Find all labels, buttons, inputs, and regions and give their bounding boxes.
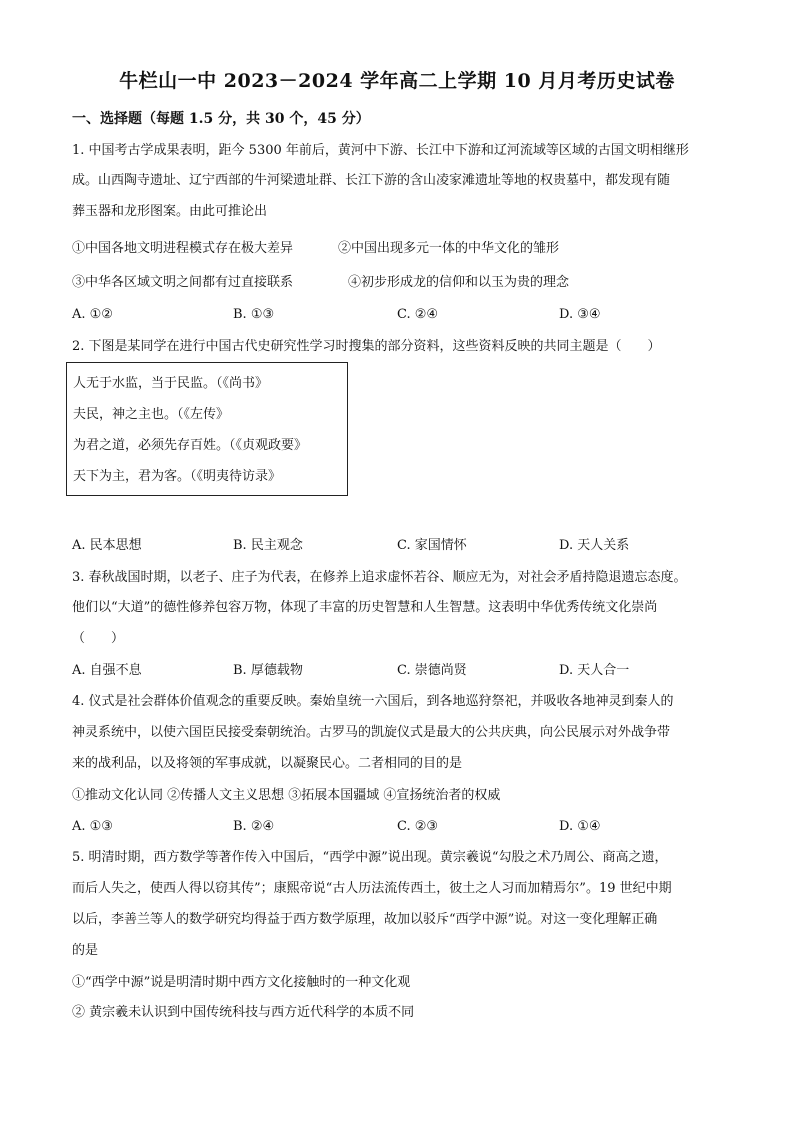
quote-line: 夫民，神之主也。（《左传》 [73, 407, 230, 422]
question-3-option-a[interactable]: A. 自强不息 [72, 663, 142, 678]
quote-box [66, 362, 348, 496]
question-4-option-b[interactable]: B. ②④ [233, 819, 275, 834]
question-4-line: 神灵系统中，以使六国臣民接受秦朝统治。古罗马的凯旋仪式是最大的公共庆典，向公民展示对外战争带 [72, 725, 671, 740]
question-1-item: ②中国出现多元一体的中华文化的雏形 [338, 241, 560, 256]
section-heading: 一、选择题（每题 1.5 分，共 30 个，45 分） [72, 111, 370, 127]
question-5-item: ①“西学中源”说是明清时期中西方文化接触时的一种文化观 [72, 975, 411, 990]
question-5-line: 以后，李善兰等人的数学研究均得益于西方数学原理，故加以驳斥“西学中源”说。对这一变化理解正确 [72, 912, 658, 927]
question-1-option-d[interactable]: D. ③④ [559, 307, 601, 322]
question-3-option-b[interactable]: B. 厚德载物 [233, 663, 303, 678]
question-3-line: 他们以“大道”的德性修养包容万物，体现了丰富的历史智慧和人生智慧。这表明中华优秀传统文化崇尚 [72, 600, 658, 615]
question-1-line: 1. 中国考古学成果表明，距今 5300 年前后，黄河中下游、长江中下游和辽河流域等区域的古国文明相继形 [72, 143, 689, 158]
question-5-line: 而后人失之，使西人得以窃其传”；康熙帝说“古人历法流传西土，彼土之人习而加精焉尔”。19 世纪中期 [72, 881, 672, 896]
question-1-option-a[interactable]: A. ①② [72, 307, 113, 322]
question-2-option-d[interactable]: D. 天人关系 [559, 538, 630, 553]
question-2-stem: 2. 下图是某同学在进行中国古代史研究性学习时搜集的部分资料，这些资料反映的共同主题是（ ） [72, 339, 661, 354]
question-4-option-c[interactable]: C. ②③ [397, 819, 439, 834]
question-4-line: 来的战利品，以及将领的军事成就，以凝聚民心。二者相同的目的是 [72, 756, 463, 771]
question-1-option-b[interactable]: B. ①③ [233, 307, 275, 322]
question-5-line: 的是 [72, 943, 99, 958]
quote-line: 为君之道，必须先存百姓。（《贞观政要》 [73, 438, 308, 453]
question-1-item: ①中国各地文明进程模式存在极大差异 [72, 241, 294, 256]
question-1-item: ③中华各区域文明之间都有过直接联系 [72, 275, 294, 290]
question-2-option-c[interactable]: C. 家国情怀 [397, 538, 467, 553]
question-1-line: 成。山西陶寺遗址、辽宁西部的牛河梁遗址群、长江下游的含山凌家滩遗址等地的权贵墓中，都发现有随 [72, 173, 671, 188]
question-4-option-d[interactable]: D. ①④ [559, 819, 601, 834]
question-1-option-c[interactable]: C. ②④ [397, 307, 439, 322]
question-4-items: ①推动文化认同 ②传播人文主义思想 ③拓展本国疆域 ④宣扬统治者的权威 [72, 788, 501, 803]
question-5-line: 5. 明清时期，西方数学等著作传入中国后，“西学中源”说出现。黄宗羲说“勾股之术乃周公、商高之遗， [72, 850, 668, 865]
question-3-option-c[interactable]: C. 崇德尚贤 [397, 663, 467, 678]
question-4-line: 4. 仪式是社会群体价值观念的重要反映。秦始皇统一六国后，到各地巡狩祭祀，并吸收各地神灵到秦人的 [72, 694, 674, 709]
page-title: 牛栏山一中 2023－2024 学年高二上学期 10 月月考历史试卷 [119, 70, 675, 92]
quote-line: 人无于水监，当于民监。（《尚书》 [73, 376, 269, 391]
question-4-option-a[interactable]: A. ①③ [72, 819, 113, 834]
question-3-line: 3. 春秋战国时期，以老子、庄子为代表，在修养上追求虚怀若谷、顺应无为，对社会矛盾持隐退遗忘态度。 [72, 570, 687, 585]
question-3-line: （ ） [72, 631, 125, 646]
question-5-item: ② 黄宗羲未认识到中国传统科技与西方近代科学的本质不同 [72, 1005, 415, 1020]
quote-line: 天下为主，君为客。（《明夷待访录》 [73, 469, 282, 484]
question-2-option-b[interactable]: B. 民主观念 [233, 538, 303, 553]
question-1-line: 葬玉器和龙形图案。由此可推论出 [72, 204, 268, 219]
question-2-option-a[interactable]: A. 民本思想 [72, 538, 142, 553]
question-1-item: ④初步形成龙的信仰和以玉为贵的理念 [348, 275, 570, 290]
question-3-option-d[interactable]: D. 天人合一 [559, 663, 630, 678]
